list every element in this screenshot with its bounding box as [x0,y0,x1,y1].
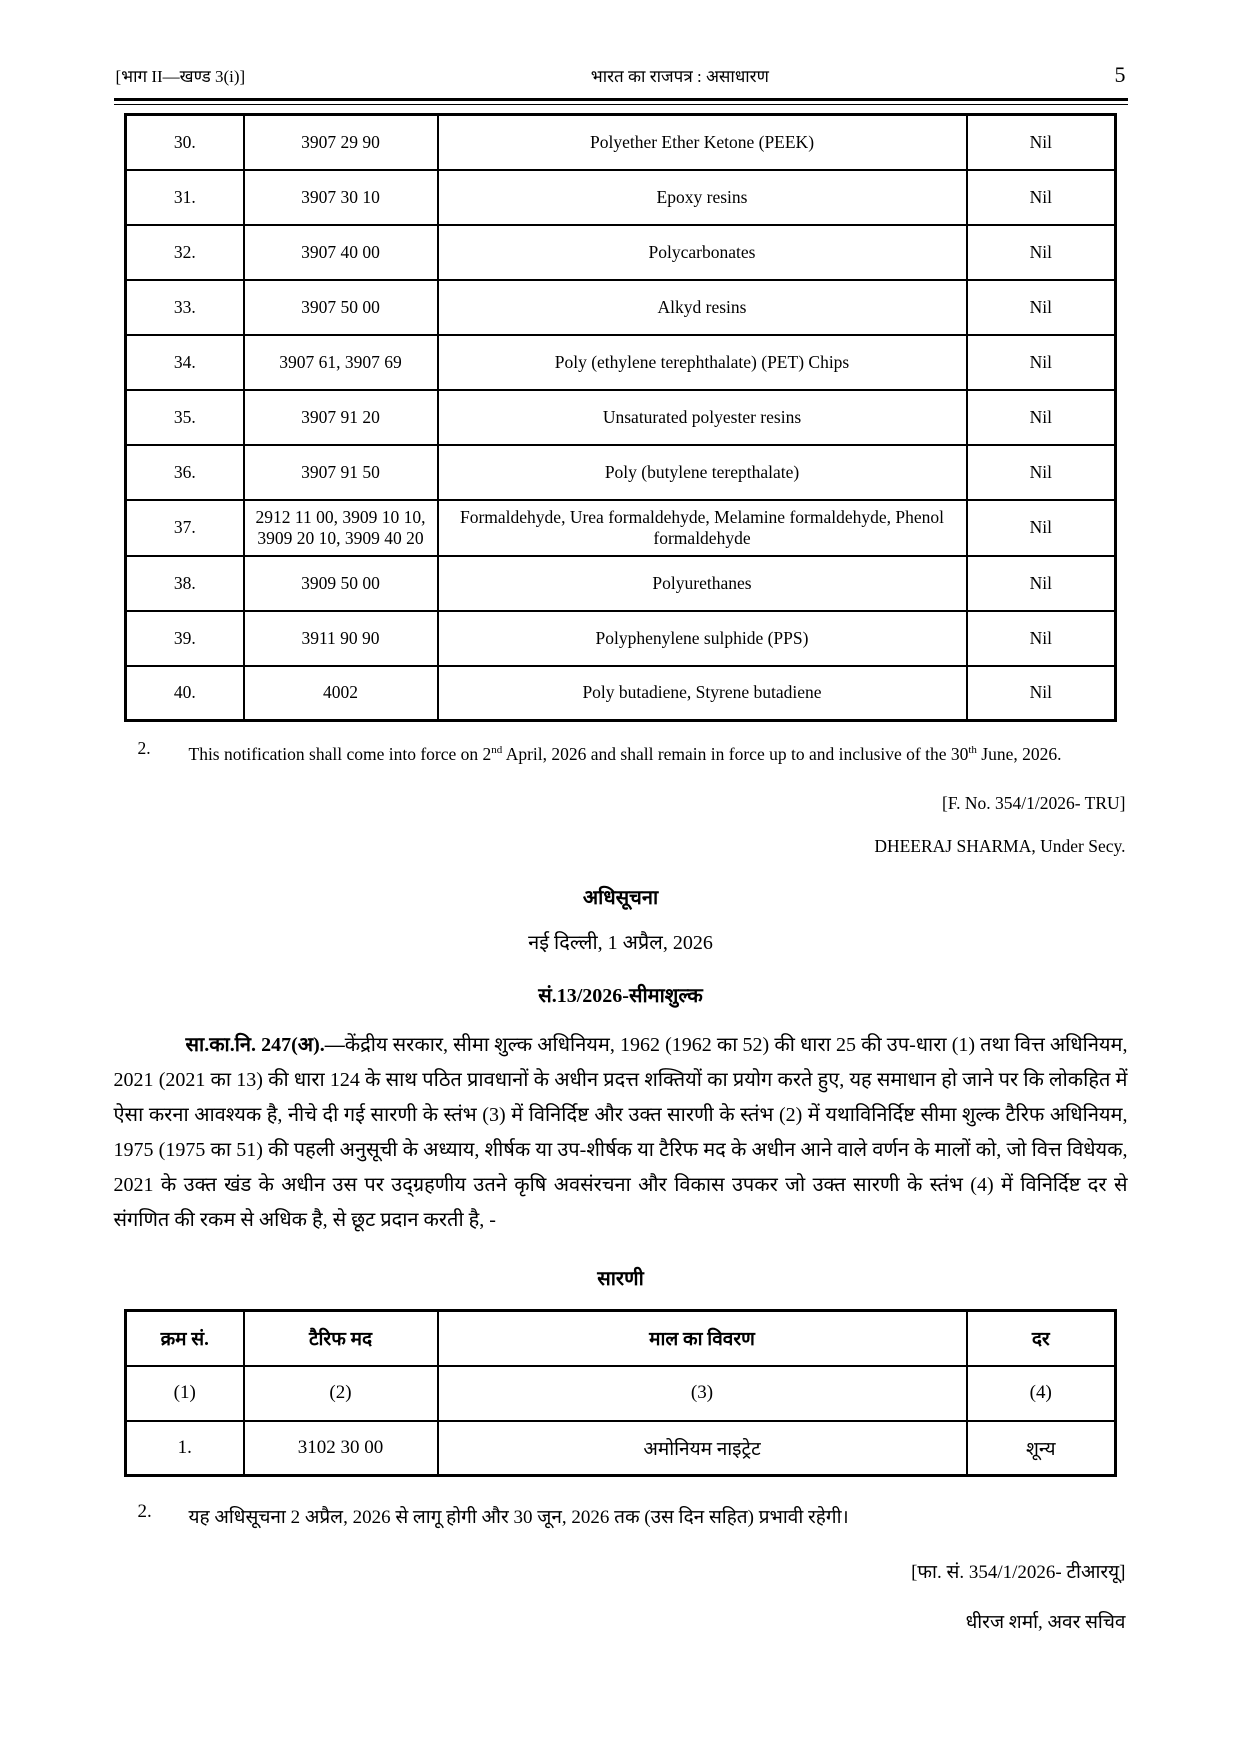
col-header-sno: क्रम सं. [126,1311,244,1366]
cell-rate: Nil [967,335,1116,390]
paragraph-text-part: April, 2026 and shall remain in force up to and inclusive of the 30 [502,744,969,764]
cell-sno: 36. [126,445,244,500]
cell-rate: Nil [967,556,1116,611]
cell-desc: Formaldehyde, Urea formaldehyde, Melamine formaldehyde, Phenol formaldehyde [438,500,967,556]
cell-tariff: 3907 61, 3907 69 [244,335,438,390]
tariff-table-hindi [124,1309,1117,1477]
cell-desc: Polyether Ether Ketone (PEEK) [438,115,967,170]
table-row [126,170,1116,225]
column-number-row [126,1366,1116,1421]
gsr-number: सा.का.नि. 247(अ).— [185,1034,345,1056]
header-gazette-title: भारत का राजपत्र : असाधारण [590,67,769,86]
cell-sno: 34. [126,335,244,390]
cell-desc: Alkyd resins [438,280,967,335]
ordinal-superscript: th [968,744,977,757]
cell-tariff: 3907 29 90 [244,115,438,170]
cell-desc: अमोनियम नाइट्रेट [438,1421,967,1476]
paragraph-text [189,738,1104,771]
cell-desc: Polyurethanes [438,556,967,611]
cell-sno: 35. [126,390,244,445]
cell-rate: शून्य [967,1421,1116,1476]
signatory-english: DHEERAJ SHARMA, Under Secy. [874,836,1126,856]
table-row [126,115,1116,170]
table-row [126,556,1116,611]
cell-sno: 40. [126,666,244,721]
table-row [126,335,1116,390]
cell-rate: Nil [967,500,1116,556]
cell-desc: Poly butadiene, Styrene butadiene [438,666,967,721]
paragraph-number: 2. [137,1501,152,1522]
cell-tariff: 3907 50 00 [244,280,438,335]
cell-rate: Nil [967,170,1116,225]
col-header-desc: माल का विवरण [438,1311,967,1366]
table-row [126,445,1116,500]
notification-heading-hindi: अधिसूचना [582,887,659,909]
cell-sno: 39. [126,611,244,666]
cell-desc: Epoxy resins [438,170,967,225]
file-number-english: [F. No. 354/1/2026- TRU] [942,793,1126,813]
cell-sno: 31. [126,170,244,225]
cell-desc: Poly (butylene terepthalate) [438,445,967,500]
col-number: (2) [244,1366,438,1421]
col-header-rate: दर [967,1311,1116,1366]
table-row [126,1421,1116,1476]
paragraph-text-part: This notification shall come into force on 2 [188,744,492,764]
cell-sno: 32. [126,225,244,280]
cell-rate: Nil [967,280,1116,335]
cell-rate: Nil [967,390,1116,445]
signatory-hindi: धीरज शर्मा, अवर सचिव [965,1612,1126,1633]
cell-sno: 1. [126,1421,244,1476]
cell-tariff: 3907 30 10 [244,170,438,225]
table-row [126,666,1116,721]
paragraph-number: 2. [137,738,151,758]
place-date-hindi: नई दिल्ली, 1 अप्रैल, 2026 [528,932,713,954]
cell-rate: Nil [967,225,1116,280]
cell-tariff: 3102 30 00 [244,1421,438,1476]
header-rule [114,98,1128,105]
cell-tariff: 3907 40 00 [244,225,438,280]
cell-tariff: 3911 90 90 [244,611,438,666]
cell-desc: Polyphenylene sulphide (PPS) [438,611,967,666]
cell-rate: Nil [967,611,1116,666]
header-part-section: [भाग II—खण्ड 3(i)] [115,67,246,86]
page-header [114,62,1128,98]
cell-sno: 38. [126,556,244,611]
file-number-hindi: [फा. सं. 354/1/2026- टीआरयू] [911,1562,1126,1583]
cell-tariff: 4002 [244,666,438,721]
notification-number-hindi: सं.13/2026-सीमाशुल्क [538,985,703,1007]
cell-tariff: 3907 91 20 [244,390,438,445]
col-header-tariff: टैरिफ मद [244,1311,438,1366]
table-row [126,280,1116,335]
cell-sno: 33. [126,280,244,335]
table-header-row [126,1311,1116,1366]
cell-desc: Poly (ethylene terephthalate) (PET) Chips [438,335,967,390]
table-row [126,500,1116,556]
cell-rate: Nil [967,445,1116,500]
page-number: 5 [1114,62,1126,87]
paragraph-text-part: June, 2026. [976,744,1062,764]
col-number: (4) [967,1366,1116,1421]
cell-rate: Nil [967,666,1116,721]
cell-tariff: 2912 11 00, 3909 10 10, 3909 20 10, 3909 40 20 [244,500,438,556]
hindi-paragraph-2 [138,1501,1104,1534]
ordinal-superscript: nd [491,744,503,757]
col-number: (1) [126,1366,244,1421]
cell-tariff: 3907 91 50 [244,445,438,500]
cell-desc: Unsaturated polyester resins [438,390,967,445]
table-row [126,611,1116,666]
table-row [126,225,1116,280]
tariff-table-english [124,113,1117,722]
cell-sno: 37. [126,500,244,556]
cell-tariff: 3909 50 00 [244,556,438,611]
hindi-main-paragraph [114,1028,1128,1238]
paragraph-text: यह अधिसूचना 2 अप्रैल, 2026 से लागू होगी और 30 जून, 2026 तक (उस दिन सहित) प्रभावी रहेगी। [188,1507,849,1528]
cell-sno: 30. [126,115,244,170]
hindi-paragraph-body: केंद्रीय सरकार, सीमा शुल्क अधिनियम, 1962 (1962 का 52) की धारा 25 की उप-धारा (1) तथा वित्त अधिनियम, 2021 (2021 का 13) की धारा 124 के साथ पठित प्रावधानों के अधीन प्रदत्त शक्तियों का प्रयोग करते हुए, यह समाधान हो जाने पर कि लोकहित में ऐसा करना आवश्यक है, नीचे दी गई सारणी के स्तंभ (3) में विनिर्दिष्ट और उक्त सारणी के स्तंभ (2) में यथाविनिर्दिष्ट सीमा शुल्क टैरिफ अधिनियम, 1975 (1975 का 51) की पहली अनुसूची के अध्याय, शीर्षक या उप-शीर्षक या टैरिफ मद के अधीन आने वाले वर्णन के मालों को, जो वित्त विधेयक, 2021 के उक्त खंड के अधीन उस पर उद्ग्रहणीय उतने कृषि अवसंरचना और विकास उपकर जो उक्त सारणी के स्तंभ (4) में विनिर्दिष्ट दर से संगणित की रकम से अधिक है, से छूट प्रदान करती है, - [113,1034,1128,1231]
col-number: (3) [438,1366,967,1421]
table-heading-hindi: सारणी [597,1268,644,1290]
cell-desc: Polycarbonates [438,225,967,280]
cell-rate: Nil [967,115,1116,170]
table-row [126,390,1116,445]
english-paragraph-2 [138,738,1104,771]
